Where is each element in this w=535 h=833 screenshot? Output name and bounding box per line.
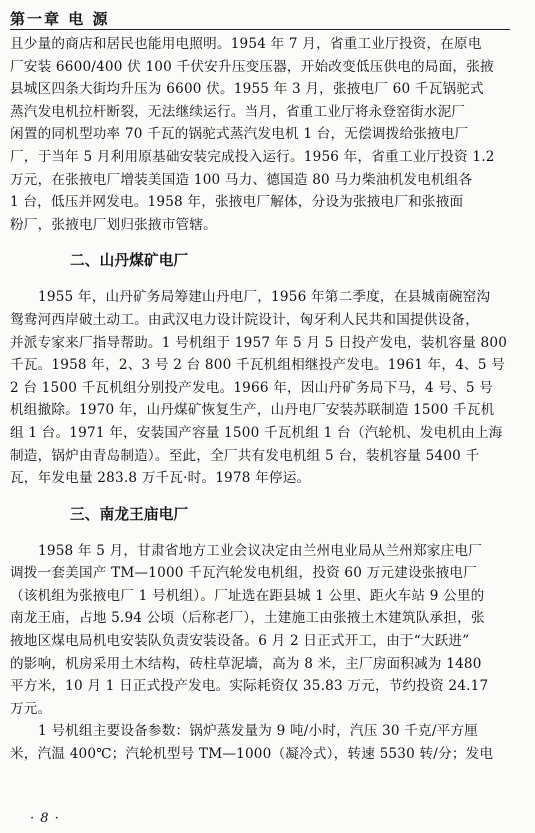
paragraph-line: 1 号机组主要设备参数：锅炉蒸发量为 9 吨/小时，汽压 30 千克/平方厘 (38, 723, 478, 740)
paragraph-line: 万元，在张掖电厂增装美国造 100 马力、德国造 80 马力柴油机发电机组各 (10, 171, 473, 188)
paragraph-line: 米，汽温 400℃；汽轮机型号 TM—1000（凝冷式），转速 5530 转/分；发电 (10, 746, 494, 763)
body-text (10, 33, 525, 766)
paragraph-line: 1958 年 5 月，甘肃省地方工业会议决定由兰州电业局从兰州郑家庄电厂 (38, 542, 483, 559)
paragraph-line: 厂，于当年 5 月利用原基础安装完成投入运行。1956 年，省重工业厅投资 1.2 (10, 148, 495, 165)
paragraph-line: 制造，锅炉由青岛制造）。至此，全厂共有发电机组 5 台，装机容量 5400 千 (10, 447, 480, 464)
paragraph-line: 平方米，10 月 1 日正式投产发电。实际耗资仅 35.83 万元，节约投资 24.17 (10, 678, 489, 695)
paragraph-line: 万元。 (10, 700, 52, 717)
page-header (10, 4, 510, 30)
paragraph-line: 千瓦。1958 年，2、3 号 2 台 800 千瓦机组相继投产发电。1961 年，4、5 号 (10, 357, 506, 374)
paragraph-line: 蒸汽发电机拉杆断裂，无法继续运行。当月，省重工业厅将永登窑街水泥厂 (10, 103, 466, 120)
paragraph-line: 2 台 1500 千瓦机组分别投产发电。1966 年，因山丹矿务局下马，4 号、5 号 (10, 379, 494, 396)
paragraph-line: 且少量的商店和居民也能用电照明。1954 年 7 月，省重工业厅投资，在原电 (10, 36, 482, 52)
page-number: · 8 · (30, 811, 60, 826)
paragraph-line: 粉厂，张掖电厂划归张掖市管辖。 (10, 216, 217, 233)
paragraph-line: 并派专家来厂指导帮助。1 号机组于 1957 年 5 月 5 日投产发电，装机容量 800 (10, 334, 508, 351)
paragraph-line: 县城区四条大街均升压为 6600 伏。1955 年 3 月，张掖电厂 60 千瓦锅驼式 (10, 81, 484, 98)
paragraph-line: 闲置的同机型功率 70 千瓦的锅驼式蒸汽发电机 1 台，无偿调拨给张掖电厂 (10, 126, 469, 143)
paragraph-line: 鸳鸯河西岸破土动工。由武汉电力设计院设计，匈牙利人民共和国提供设备， (10, 311, 479, 328)
paragraph-line: 1 台，低压并网发电。1958 年，张掖电厂解体，分设为张掖电厂和张掖面 (10, 194, 464, 211)
header-rule (10, 29, 510, 30)
paragraph-line: 1955 年，山丹矿务局筹建山丹电厂，1956 年第二季度，在县城南碗窑沟 (38, 289, 491, 306)
paragraph-line: 南龙王庙，占地 5.94 公顷（后称老厂），土建施工由张掖土木建筑队承担，张 (10, 610, 485, 627)
paragraph-line: 掖地区煤电局机电安装队负责安装设备。6 月 2 日正式开工，由于“大跃进” (10, 633, 470, 650)
chapter-title: 第一章 电 源 (10, 10, 110, 28)
section-heading-nanlongwang: 三、南龙王庙电厂 (70, 505, 189, 523)
paragraph-line: （该机组为张掖电厂 1 号机组）。厂址选在距县城 1 公里、距火车站 9 公里的 (10, 587, 485, 604)
section-heading-shandan: 二、山丹煤矿电厂 (70, 252, 189, 270)
paragraph-line: 瓦，年发电量 283.8 万千瓦·时。1978 年停运。 (10, 470, 311, 487)
paragraph-line: 机组撤除。1970 年，山丹煤矿恢复生产，山丹电厂安装苏联制造 1500 千瓦机 (10, 402, 495, 419)
paragraph-line: 组 1 台。1971 年，安装国产容量 1500 千瓦机组 1 台（汽轮机、发电机由上海 (10, 424, 503, 441)
paragraph-line: 的影响，机房采用土木结构，砖柱草泥墙，高为 8 米，主厂房面积减为 1480 (10, 655, 482, 672)
paragraph-line: 厂安装 6600/400 伏 100 千伏安升压变压器，开始改变低压供电的局面，张掖 (10, 58, 494, 75)
paragraph-line: 调拨一套美国产 TM—1000 千瓦汽轮发电机组，投资 60 万元建设张掖电厂 (10, 565, 477, 582)
